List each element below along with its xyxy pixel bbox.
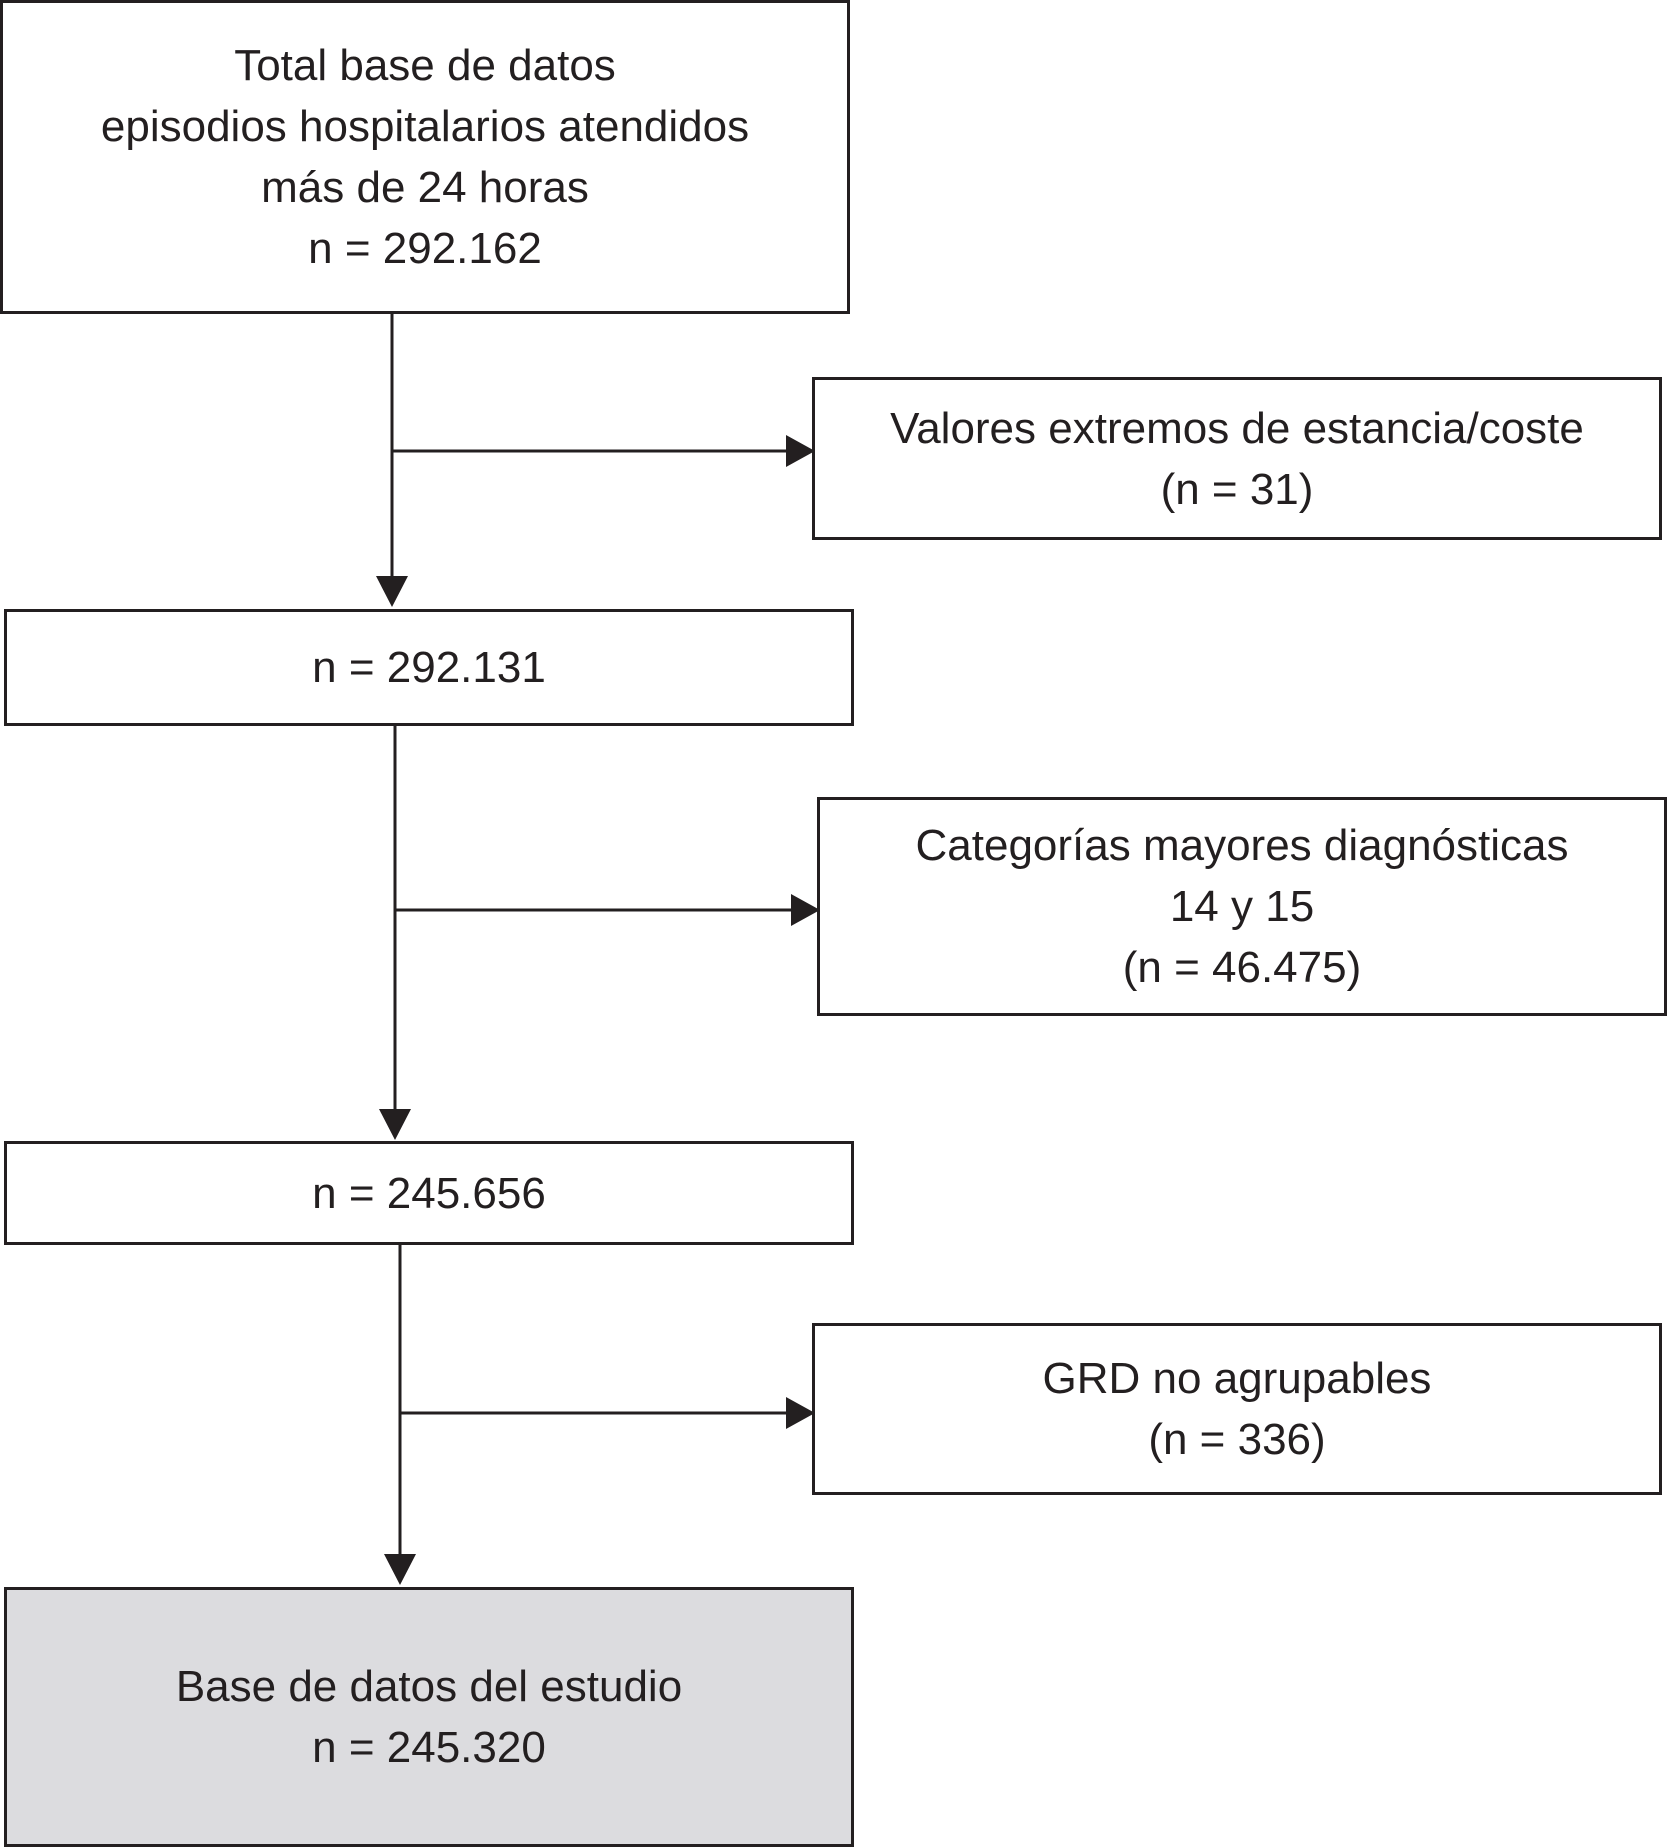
exclusion-box-2 [817,797,1667,1016]
step-box-1 [4,609,854,726]
exclusion-1-label: Valores extremos de estancia/coste [890,403,1584,453]
start-line-3: más de 24 horas [261,163,589,212]
arrowhead-down-icon [379,1109,411,1140]
step-2-count: n = 245.656 [312,1168,546,1218]
exclusion-2-label-2: 14 y 15 [1169,882,1315,931]
exclusion-3-count: (n = 336) [1148,1415,1326,1464]
arrowhead-right-icon [786,435,815,467]
start-line-2: episodios hospitalarios atendidos [100,102,750,151]
exclusion-1-count: (n = 31) [1160,464,1314,514]
step-1-count: n = 292.131 [312,643,546,692]
exclusion-2-count: (n = 46.475) [1122,943,1362,992]
exclusion-box-1 [812,377,1662,540]
exclusion-3-label: GRD no agrupables [1042,1354,1432,1403]
arrowhead-down-icon [376,576,408,607]
step-box-2 [4,1141,854,1245]
start-line-1: Total base de datos [234,41,616,90]
start-box [0,0,850,314]
exclusion-box-3 [812,1323,1662,1495]
arrowhead-down-icon [384,1554,416,1585]
arrowhead-right-icon [791,894,820,926]
final-label: Base de datos del estudio [175,1662,683,1711]
exclusion-2-label: Categorías mayores diagnósticas [915,821,1569,870]
arrowhead-right-icon [786,1397,815,1429]
final-count: n = 245.320 [312,1723,546,1772]
start-count: n = 292.162 [308,224,542,273]
final-box [4,1587,854,1847]
